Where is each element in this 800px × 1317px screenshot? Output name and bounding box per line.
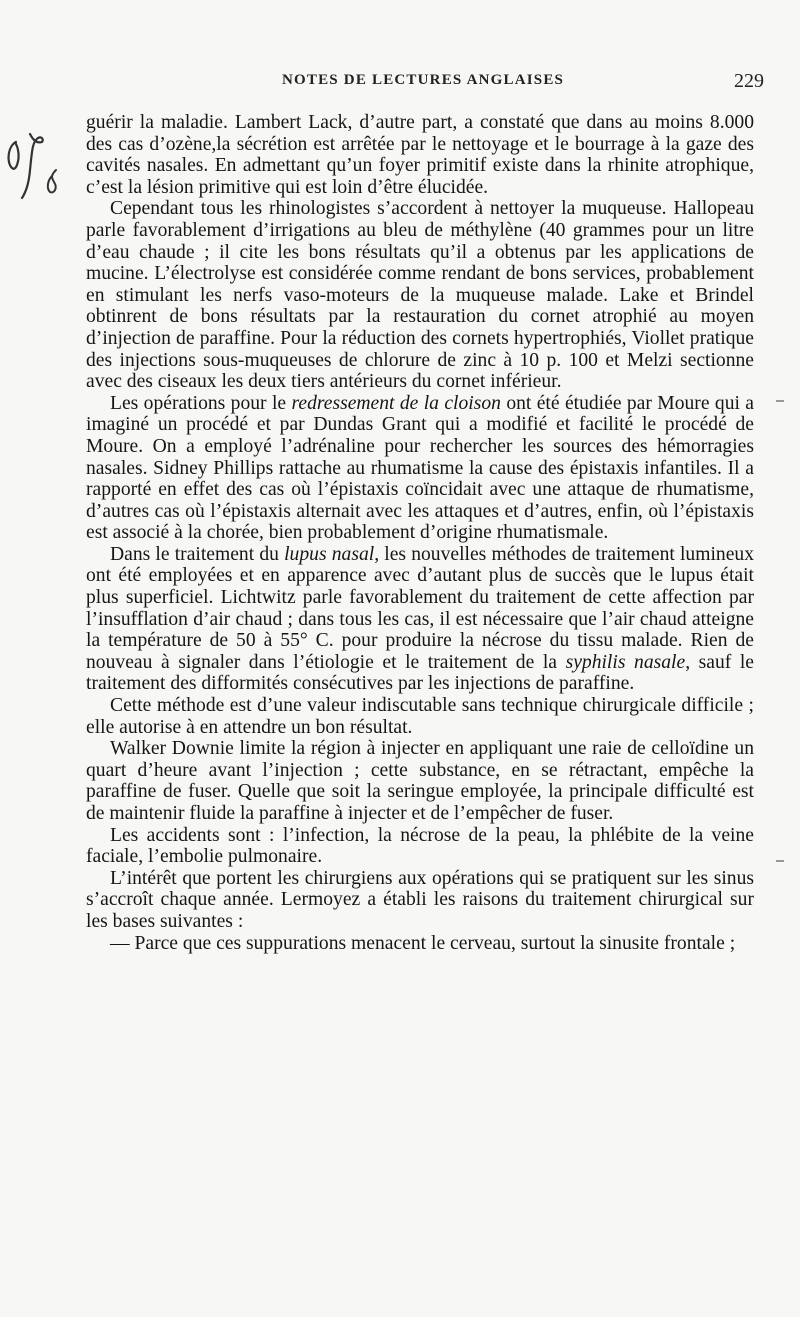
paragraph	[86, 695, 754, 738]
text-run: Cependant tous les rhinologistes s’accordent à nettoyer la muqueuse. Hallopeau parle favorablement d’irrigations au bleu de méthylène (40 grammes pour un litre d’eau chaude ; il cite les bons résultats qu’il a obtenus par les applications de mucine. L’électrolyse est considérée comme rendant de bons services, probablement en stimulant les nerfs vaso-moteurs de la muqueuse malade. Lake et Brindel obtinrent de bons résultats par la restauration du cornet atrophié au moyen d’injection de paraffine. Pour la réduction des cornets hypertrophiés, Viollet pratique des injections sous-muqueuses de chlorure de zinc à 10 p. 100 et Melzi sectionne avec des ciseaux les deux tiers antérieurs du cornet inférieur.	[86, 198, 754, 393]
paragraph	[86, 738, 754, 824]
page-header	[230, 72, 764, 96]
text-run: L’intérêt que portent les chirurgiens aux opérations qui se pratiquent sur les sinus s’accroît chaque année. Lermoyez a établi les raisons du traitement chirurgical sur les bases suivantes :	[86, 867, 754, 932]
margin-tick-mark	[776, 400, 784, 402]
text-run: , les nouvelles méthodes de traitement lumineux ont été employées et en apparence avec d’autant plus de succès que le lupus était plus superficiel. Lichtwitz parle favorablement du traitement de cette affection par l’insufflation d’air chaud ; dans tous les cas, il est nécessaire que l’air chaud atteigne la température de 50 à 55° C. pour produire la nécrose du tissu malade. Rien de nouveau à signaler dans l’étiologie et le traitement de la	[86, 543, 754, 673]
italic-term: redressement de la cloison	[291, 392, 501, 414]
italic-term: lupus nasal	[284, 543, 375, 565]
running-title: NOTES DE LECTURES ANGLAISES	[282, 72, 565, 88]
text-run: Walker Downie limite la région à injecter en appliquant une raie de celloïdine un quart d’heure avant l’injection ; cette substance, en se rétractant, empêche la paraffine de fuser. Quelle que soit la seringue employée, la principale difficulté est de maintenir fluide la paraffine à injecter et de l’empêcher de fuser.	[86, 738, 754, 824]
italic-term: syphilis nasale	[565, 651, 686, 673]
body-text	[86, 112, 754, 954]
paragraph	[86, 933, 754, 955]
paragraph	[86, 198, 754, 392]
margin-tick-mark	[776, 860, 784, 862]
paragraph	[86, 112, 754, 198]
paragraph	[86, 868, 754, 933]
text-run: — Parce que ces suppurations menacent le cerveau, surtout la sinusite frontale ;	[110, 932, 736, 954]
handwritten-margin-note-icon	[2, 130, 66, 200]
text-run: ont été étudiée par Moure qui a imaginé un procédé et par Dundas Grant qui a modifié et facilité le procédé de Moure. On a employé l’adrénaline pour rechercher les sources des hémorragies nasales. Sidney Phillips rattache au rhumatisme la cause des épistaxis infantiles. Il a rapporté en effet des cas où l’épistaxis coïncidait avec une attaque de rhumatisme, d’autres cas où l’épistaxis alternait avec les attaques et d’autres, enfin, où l’épistaxis est associé à la chorée, bien probablement d’origine rhumatismale.	[86, 392, 754, 544]
text-run: Dans le traitement du	[110, 543, 285, 565]
text-run: , sauf le traitement des difformités consécutives par les injections de paraffine.	[86, 651, 755, 695]
paragraph	[86, 825, 754, 868]
paragraph	[86, 393, 754, 544]
text-run: guérir la maladie. Lambert Lack, d’autre part, a constaté que dans au moins 8.000 des cas d’ozène,la sécrétion est arrêtée par le nettoyage et le bourrage à la gaze des cavités nasales. En admettant qu’un foyer primitif existe dans la rhinite atrophique, c’est la lésion primitive qui est loin d’être élucidée.	[86, 112, 754, 198]
text-run: Cette méthode est d’une valeur indiscutable sans technique chirurgicale difficile ; elle autorise à en attendre un bon résultat.	[86, 695, 754, 738]
paragraph	[86, 544, 754, 695]
text-run: Les opérations pour le	[110, 392, 292, 414]
page-number: 229	[734, 70, 764, 92]
text-run: Les accidents sont : l’infection, la nécrose de la peau, la phlébite de la veine faciale, l’embolie pulmonaire.	[86, 824, 754, 868]
